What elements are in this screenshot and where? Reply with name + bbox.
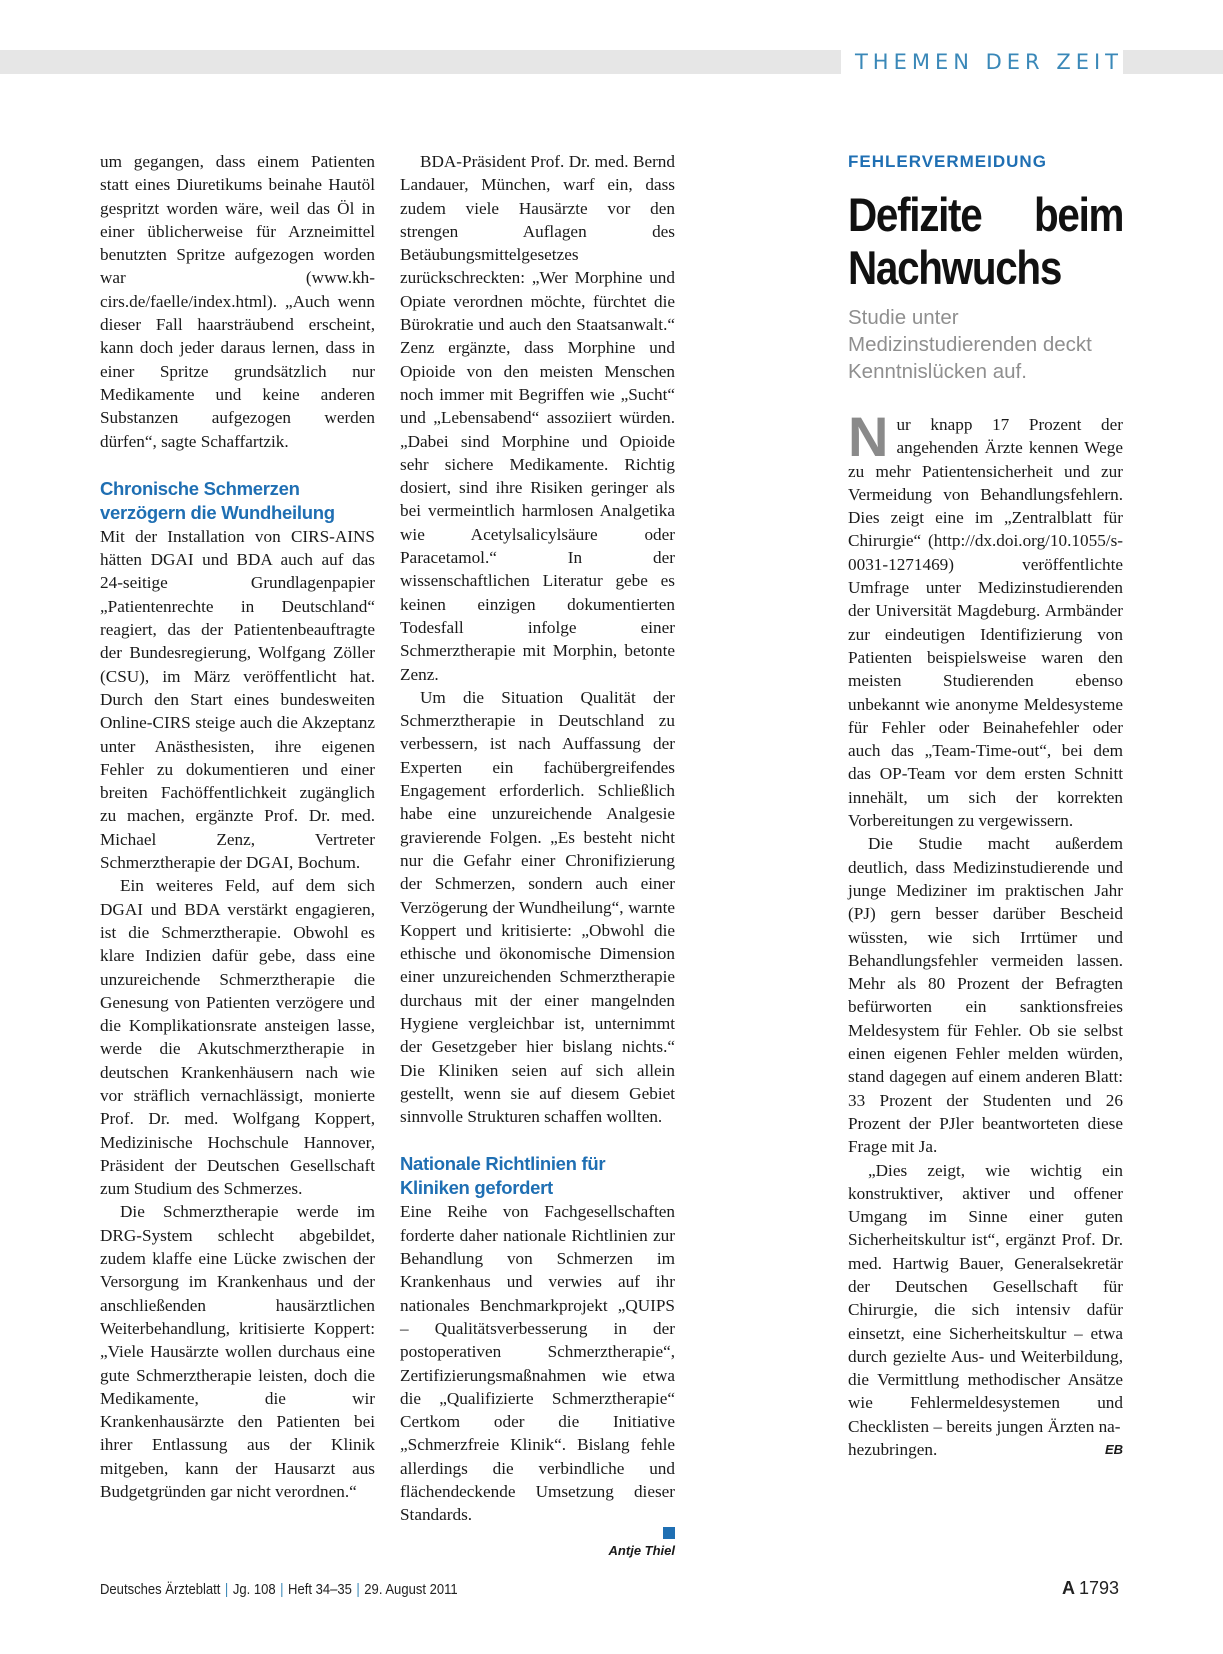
section-label: THEMEN DER ZEIT [841, 48, 1123, 76]
paragraph: Eine Reihe von Fachgesellschaften forderte daher nationale Richtlinien zur Behandlung von Schmerzen im Krankenhaus und verwies auf ihr nationales Benchmarkprojekt „QUIPS – Qualitätsverbesserung in der postoperativen Schmerztherapie“, Zertifizierungsmaßnahmen wie etwa die „Qualifizierte Schmerztherapie“ Certkom oder die Initiative „Schmerzfreie Klinik“. Bislang fehle allerdings die verbindliche und flächendeckende Umsetzung dieser Standards. [400, 1202, 675, 1525]
article-headline: Defizite beim Nachwuchs [848, 188, 1124, 294]
footer-citation [100, 1582, 458, 1598]
journal-date: 29. August 2011 [364, 1582, 458, 1598]
page-number [1062, 1578, 1119, 1599]
journal-volume: Jg. 108 [232, 1582, 276, 1598]
end-of-article-icon [663, 1527, 675, 1539]
journal-issue: Heft 34–35 [288, 1582, 352, 1598]
paragraph: Die Schmerztherapie werde im DRG-System schlecht abgebildet, zudem klaffe eine Lücke zwischen der Versorgung im Krankenhaus und der anschließenden hausärztlichen Weiterbehandlung, kritisierte Koppert: „Viele Hausärzte wollen durchaus eine gute Schmerztherapie leisten, doch die Medikamente, die wir Krankenhausärzte den Patienten bei ihrer Entlassung aus der Klinik mitgeben, kann der Hausarzt aus Budgetgründen gar nicht verordnen.“ [100, 1202, 375, 1502]
paragraph: Mit der Installation von CIRS-AINS hätten DGAI und BDA auch auf das 24-seitige Grundlagenpapier „Patientenrechte in Deutschland“ reagiert, das der Patientenbeauftragte der Bundesregierung, Wolfgang Zöller (CSU), im März veröffentlicht hat. Durch den Start eines bundesweiten Online-CIRS steige auch die Akzeptanz unter Anästhesisten, ihre eigenen Fehler zu dokumentieren und einer breiten Fachöffentlichkeit zugänglich zu machen, ergänzte Prof. Dr. med. Michael Zenz, Vertreter Schmerztherapie der DGAI, Bochum. [100, 526, 375, 873]
subheading: Chronische Schmerzen verzögern die Wundheilung [100, 477, 335, 523]
subheading: Nationale Richtlinien für Kliniken gefordert [400, 1153, 606, 1199]
paragraph-text: ur knapp 17 Prozent der angehenden Ärzte kennen Wege zu mehr Patientensicherheit und zur Vermeidung von Behandlungsfehlern. Dies zeigt eine im „Zentralblatt für Chirurgie“ (http://dx.doi.org/10.1055/s-0031-1271469) veröffentlichte Umfrage unter Medizinstudierenden der Universität Magdeburg. Armbänder zur eindeutigen Identifizierung von Patienten beispielsweise waren den meisten Studierenden ebenso unbekannt wie anonyme Meldesysteme für Fehler oder Beinahefehler oder auch das „Team-Time-out“, bei dem das OP-Team vor dem ersten Schnitt innehält, um sich der korrekten Vorbereitungen zu vergewissern. [848, 415, 1123, 831]
paragraph-end: hezubringen. [848, 1440, 938, 1460]
column-2 [400, 150, 675, 1562]
separator: | [280, 1582, 284, 1598]
separator: | [356, 1582, 360, 1598]
drop-cap: N [848, 405, 889, 468]
paragraph: „Dies zeigt, wie wichtig ein konstruktiver, aktiver und offener Umgang im Sinne einer guten Sicherheitskultur ist“, ergänzt Prof. Dr. med. Hartwig Bauer, Generalsekretär der Deutschen Gesellschaft für Chirurgie, die sich intensiv dafür einsetzt, eine Sicherheitskultur – etwa durch gezielte Aus- und Weiterbildung, die Vermittlung methodischer Ansätze wie Fehlermeldesystemen und Checklisten – bereits jungen Ärzten na- [848, 1160, 1123, 1436]
author-initials: EB [1104, 1442, 1123, 1458]
paragraph: BDA-Präsident Prof. Dr. med. Bernd Landauer, München, warf ein, dass zudem viele Hausärzte vor den strengen Auflagen des Betäubungsmittelgesetzes zurückschreckten: „Wer Morphine und Opiate verordnen möchte, fürchtet die Bürokratie und auch den Staatsanwalt.“ Zenz ergänzte, dass Morphine und Opioide von den meisten Menschen noch immer mit Begriffen wie „Sucht“ und „Lebensabend“ assoziiert würden. „Dabei sind Morphine und Opioide sehr sichere Medikamente. Richtig dosiert, sind ihre Risiken geringer als bei vermeintlich harmlosen Analgetika wie Acetylsalicylsäure oder Paracetamol.“ In der wissenschaftlichen Literatur gebe es keinen einzigen dokumentierten Todesfall infolge einer Schmerztherapie mit Morphin, betonte Zenz. [400, 152, 675, 684]
paragraph: Um die Situation Qualität der Schmerztherapie in Deutschland zu verbessern, ist nach Auffassung der Experten ein fachübergreifendes Engagement erforderlich. Schließlich habe eine unzureichende Analgesie gravierende Folgen. „Es besteht nicht nur die Gefahr einer Chronifizierung der Schmerzen, sondern auch einer Verzögerung der Wundheilung“, warnte Koppert und kritisierte: „Obwohl die ethische und ökonomische Dimension einer unzureichenden Schmerztherapie durchaus mit der einer mangelnden Hygiene vergleichbar ist, unternimmt der Gesetzgeber hier bislang nichts.“ Die Kliniken seien auf sich allein gestellt, wenn sie auf diesem Gebiet sinnvolle Strukturen schaffen wollten. [400, 687, 675, 1127]
column-3 [848, 150, 1123, 1461]
separator: | [224, 1582, 229, 1598]
page-number-value: 1793 [1078, 1578, 1119, 1598]
journal-name: Deutsches Ärzteblatt [100, 1582, 221, 1598]
paragraph: Ein weiteres Feld, auf dem sich DGAI und BDA verstärkt engagieren, ist die Schmerztherapie. Obwohl es klare Indizien dafür gebe, dass eine unzureichende Schmerztherapie die Genesung von Patienten verzögere und die Komplikationsrate ansteigen lasse, werde die Akutschmerztherapie in deutschen Krankenhäusern nach wie vor sträflich vernachlässigt, monierte Prof. Dr. med. Wolfgang Koppert, Medizinische Hochschule Hannover, Präsident der Deutschen Gesellschaft zum Studium des Schmerzes. [100, 876, 375, 1199]
end-mark-row [400, 1527, 675, 1539]
page-prefix: A [1061, 1578, 1075, 1598]
article-kicker: FEHLERVERMEIDUNG [848, 152, 1047, 171]
author-byline: Antje Thiel [608, 1542, 675, 1558]
paragraph: um gegangen, dass einem Patienten statt eines Diuretikums beinahe Hautöl gespritzt worden wäre, weil das Öl in einer üblicherweise für Arzneimittel benutzten Spritze aufgezogen worden war (www.kh-cirs.de/faelle/index.html). „Auch wenn dieser Fall haarsträubend erscheint, kann doch jeder daraus lernen, dass in einer Spritze grundsätzlich nur Medikamente und keine anderen Substanzen aufgezogen werden dürfen“, sagte Schaffartzik. [100, 152, 375, 451]
paragraph: Die Studie macht außerdem deutlich, dass Medizinstudierende und junge Mediziner im praktischen Jahr (PJ) gern besser darüber Bescheid wüssten, wie sich Irrtümer und Behandlungsfehler vermeiden lassen. Mehr als 80 Prozent der Befragten befürworten ein sanktionsfreies Meldesystem für Fehler. Ob sie selbst einen eigenen Fehler melden würden, stand dagegen auf einem anderen Blatt: 33 Prozent der Studenten und 26 Prozent der PJler beantworteten diese Frage mit Ja. [848, 834, 1123, 1157]
closing-line [848, 1438, 1123, 1461]
article-subheadline: Studie unter Medizinstudierenden deckt Kenntnislücken auf. [848, 306, 1092, 383]
paragraph [848, 405, 1123, 832]
column-1 [100, 150, 375, 1503]
